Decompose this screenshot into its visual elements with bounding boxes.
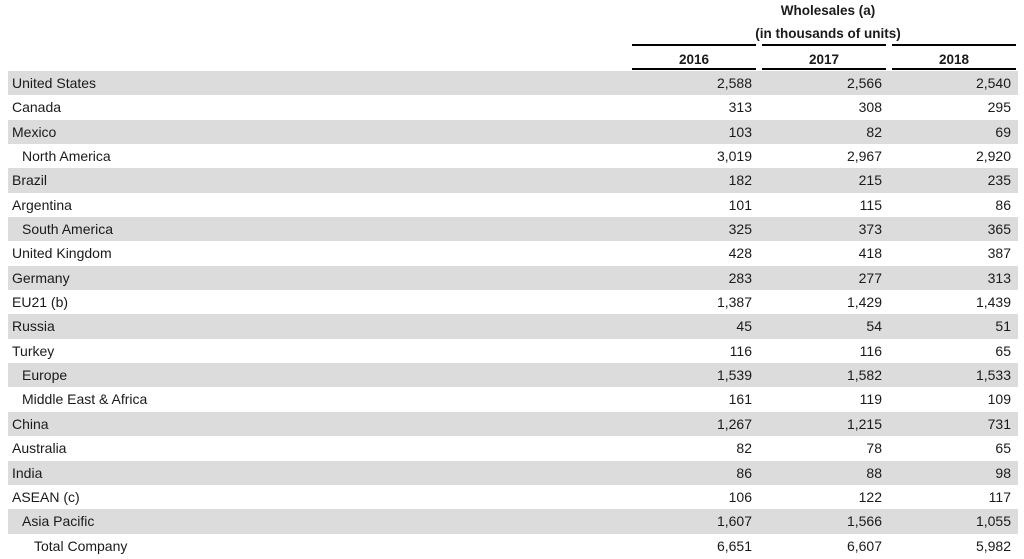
cell-value-2016: 1,267	[716, 415, 752, 432]
table-row	[8, 120, 1018, 144]
row-label: Middle East & Africa	[22, 391, 148, 408]
table-row	[8, 266, 1018, 290]
cell-value-2017: 418	[858, 245, 882, 262]
cell-value-2017: 2,967	[846, 148, 882, 165]
cell-value-2018: 2,540	[975, 75, 1011, 91]
cell-value-2017: 119	[859, 391, 882, 408]
cell-value-2017: 1,566	[846, 513, 882, 530]
table-row	[8, 387, 1018, 411]
row-label: United States	[12, 75, 97, 91]
cell-value-2016: 313	[728, 99, 752, 116]
row-label: North America	[22, 148, 111, 165]
table-row	[8, 290, 1018, 314]
cell-value-2016: 6,651	[716, 537, 752, 554]
row-label: Australia	[12, 440, 67, 457]
table-row	[8, 534, 1018, 558]
cell-value-2016: 3,019	[716, 148, 752, 165]
cell-value-2018: 313	[987, 269, 1011, 286]
cell-value-2016: 428	[728, 245, 752, 262]
cell-value-2018: 1,055	[975, 513, 1011, 530]
cell-value-2018: 109	[987, 391, 1011, 408]
cell-value-2017: 277	[858, 269, 882, 286]
row-label: Asia Pacific	[22, 513, 95, 530]
cell-value-2017: 1,582	[846, 367, 882, 384]
cell-value-2017: 308	[858, 99, 882, 116]
row-label: Canada	[12, 99, 62, 116]
row-label: United Kingdom	[12, 245, 112, 262]
cell-value-2018: 387	[987, 245, 1011, 262]
cell-value-2016: 45	[736, 318, 752, 335]
table-row	[8, 339, 1018, 363]
column-header-2017: 2017	[762, 44, 886, 70]
table-subtitle: (in thousands of units)	[755, 26, 901, 41]
cell-value-2018: 1,533	[975, 367, 1011, 384]
table-row	[8, 71, 1018, 95]
cell-value-2018: 295	[987, 99, 1011, 116]
table-row	[8, 485, 1018, 509]
cell-value-2016: 2,588	[716, 75, 752, 91]
cell-value-2018: 98	[995, 464, 1011, 481]
table-row	[8, 314, 1018, 338]
cell-value-2018: 365	[987, 221, 1011, 238]
cell-value-2017: 82	[866, 123, 882, 140]
cell-value-2018: 5,982	[975, 537, 1011, 554]
cell-value-2016: 161	[728, 391, 752, 408]
row-label: Germany	[12, 269, 70, 286]
table-row	[8, 436, 1018, 460]
cell-value-2018: 1,439	[975, 294, 1011, 311]
cell-value-2016: 1,387	[716, 294, 752, 311]
cell-value-2016: 182	[728, 172, 752, 189]
table-row	[8, 168, 1018, 192]
cell-value-2016: 106	[728, 488, 752, 505]
row-label: South America	[22, 221, 114, 238]
table-row	[8, 363, 1018, 387]
table-row	[8, 144, 1018, 168]
table-title: Wholesales (a)	[780, 3, 876, 18]
cell-value-2017: 2,566	[846, 75, 882, 91]
cell-value-2018: 69	[995, 123, 1011, 140]
column-header-2016: 2016	[632, 44, 756, 70]
cell-value-2016: 116	[729, 342, 752, 359]
cell-value-2017: 122	[858, 488, 882, 505]
cell-value-2018: 731	[987, 415, 1011, 432]
cell-value-2017: 1,429	[846, 294, 882, 311]
cell-value-2017: 1,215	[846, 415, 882, 432]
cell-value-2017: 88	[866, 464, 882, 481]
cell-value-2017: 373	[858, 221, 882, 238]
cell-value-2016: 325	[728, 221, 752, 238]
row-label: ASEAN (c)	[12, 488, 80, 505]
cell-value-2018: 51	[995, 318, 1011, 335]
row-label: EU21 (b)	[12, 294, 69, 311]
row-label: Total Company	[34, 537, 128, 554]
cell-value-2016: 283	[728, 269, 752, 286]
cell-value-2017: 115	[859, 196, 882, 213]
row-label: Turkey	[12, 342, 55, 359]
column-header-2018: 2018	[892, 44, 1016, 70]
row-label: Mexico	[12, 123, 57, 140]
cell-value-2016: 1,607	[716, 513, 752, 530]
cell-value-2017: 215	[858, 172, 882, 189]
row-label: China	[12, 415, 49, 432]
cell-value-2018: 65	[995, 342, 1011, 359]
row-label: Argentina	[12, 196, 72, 213]
cell-value-2016: 82	[736, 440, 752, 457]
cell-value-2018: 65	[995, 440, 1011, 457]
cell-value-2016: 101	[728, 196, 752, 213]
cell-value-2017: 78	[866, 440, 882, 457]
table-row	[8, 241, 1018, 265]
row-label: Brazil	[12, 172, 48, 189]
table-row	[8, 193, 1018, 217]
cell-value-2018: 117	[988, 488, 1011, 505]
table-row	[8, 412, 1018, 436]
table-row	[8, 461, 1018, 485]
cell-value-2017: 6,607	[846, 537, 882, 554]
row-label: Europe	[22, 367, 68, 384]
cell-value-2016: 1,539	[716, 367, 752, 384]
table-row	[8, 95, 1018, 119]
row-label: Russia	[12, 318, 55, 335]
cell-value-2016: 86	[736, 464, 752, 481]
cell-value-2017: 54	[866, 318, 882, 335]
row-label: India	[12, 464, 43, 481]
table-row	[8, 217, 1018, 241]
cell-value-2018: 86	[995, 196, 1011, 213]
cell-value-2018: 235	[987, 172, 1011, 189]
table-row	[8, 509, 1018, 533]
cell-value-2018: 2,920	[975, 148, 1011, 165]
cell-value-2016: 103	[728, 123, 752, 140]
cell-value-2017: 116	[859, 342, 882, 359]
wholesales-table	[8, 71, 1018, 558]
